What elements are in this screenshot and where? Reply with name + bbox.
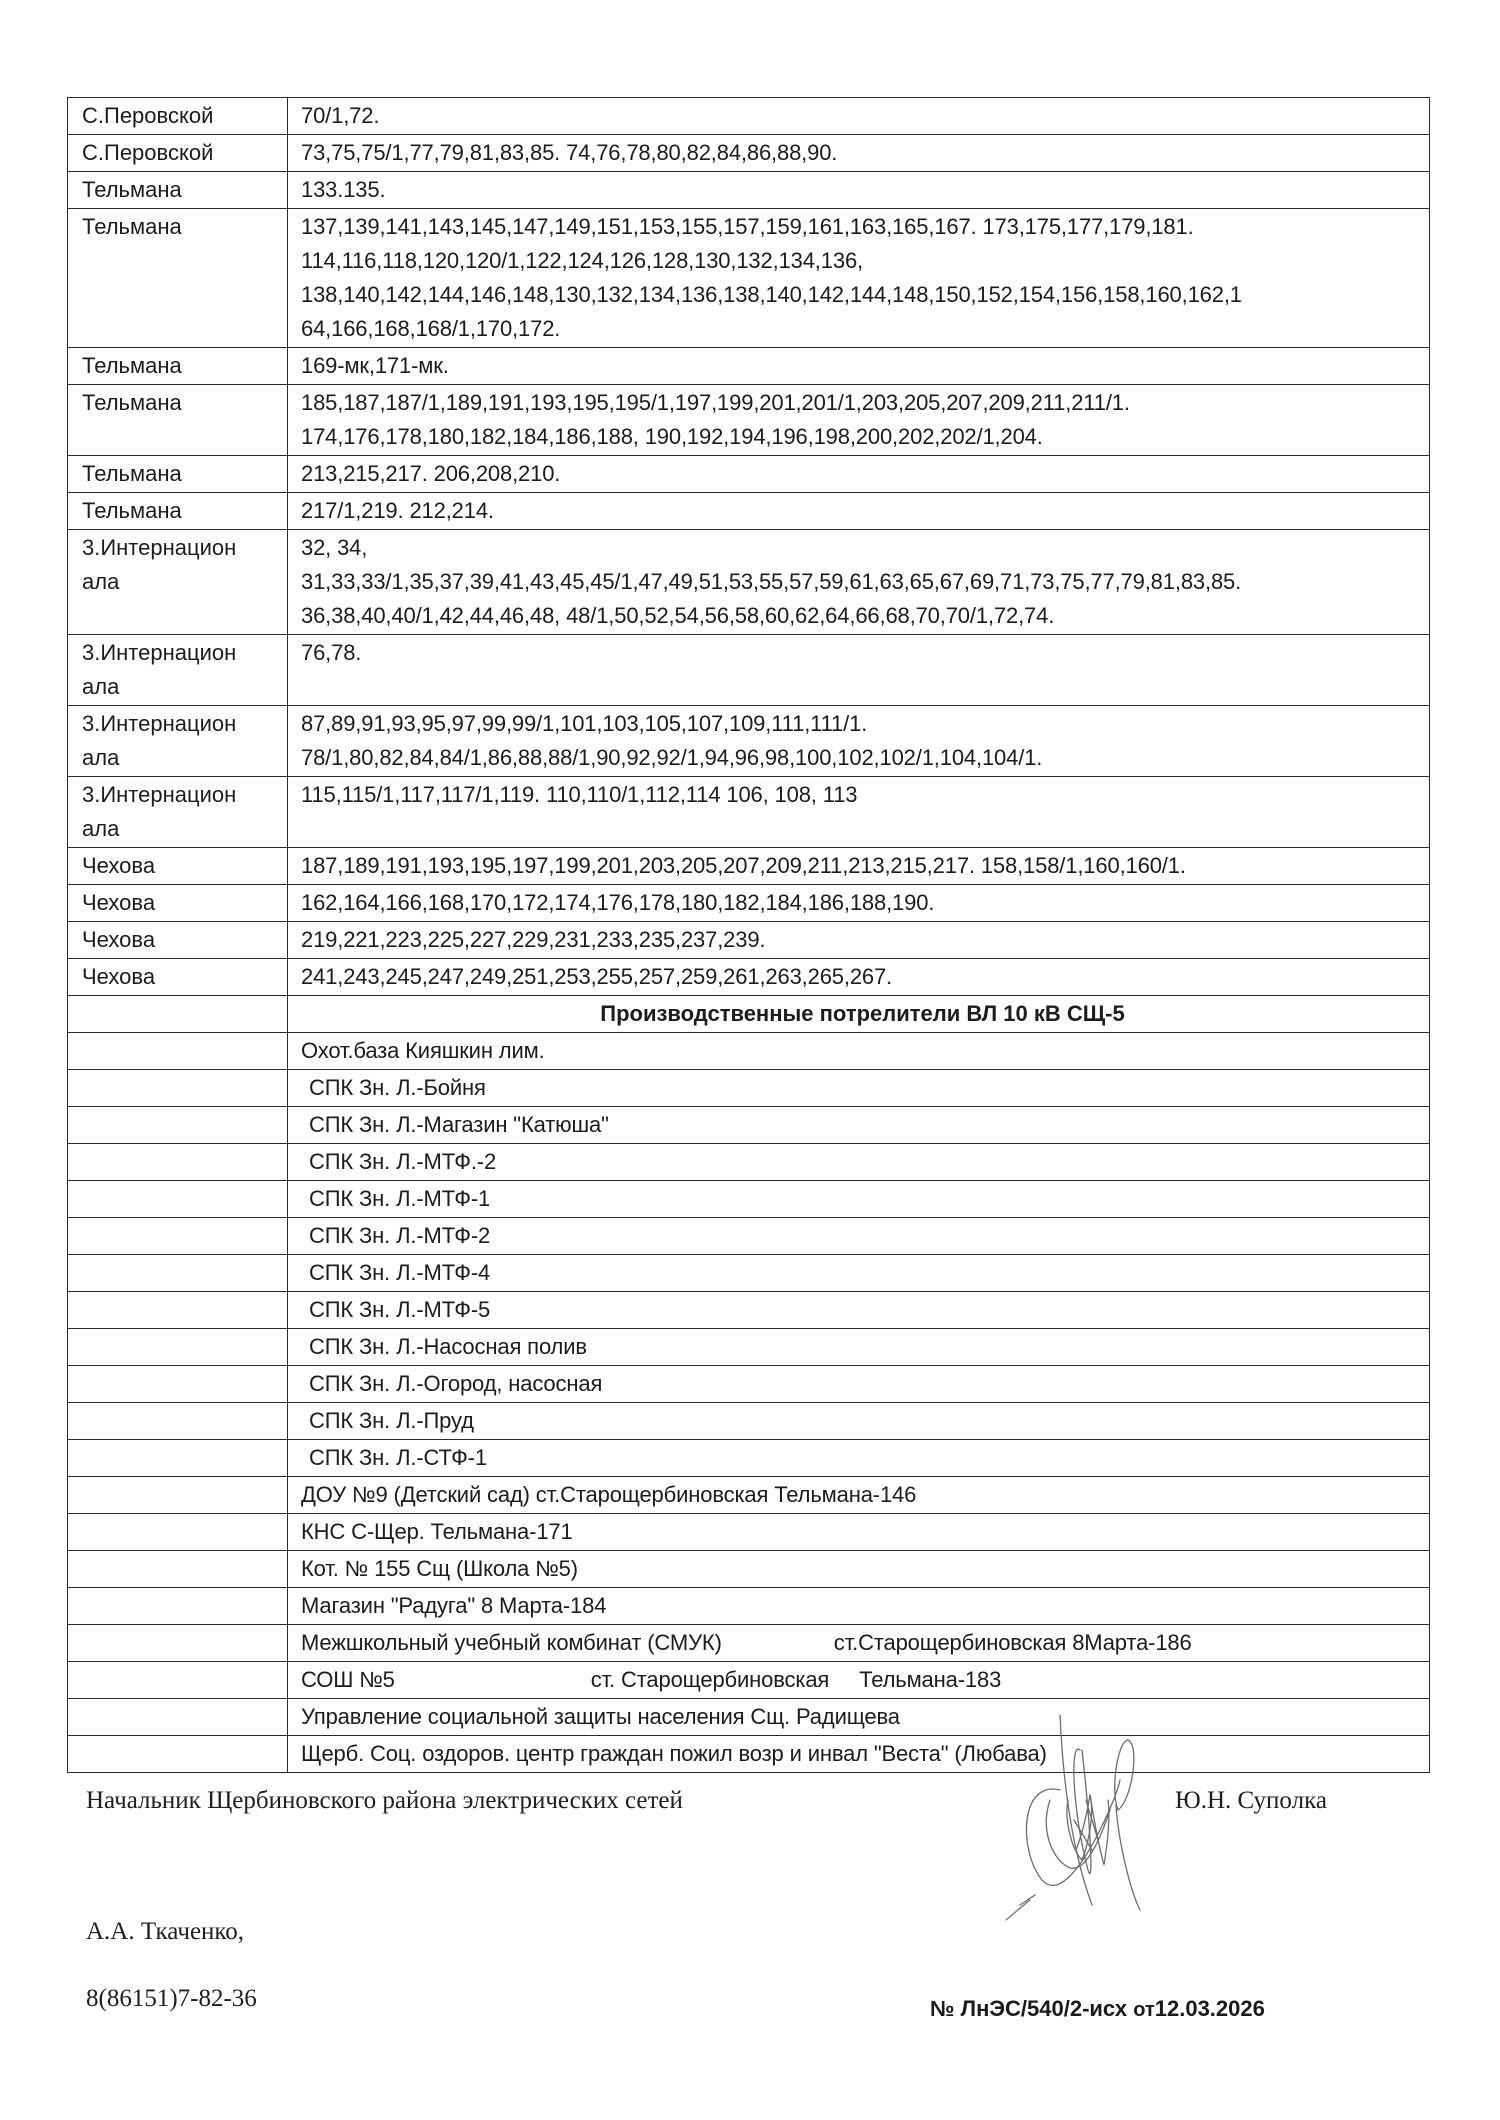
house-numbers-cell bbox=[288, 135, 1430, 172]
street-cell bbox=[68, 209, 288, 348]
street-cell bbox=[68, 172, 288, 209]
house-numbers-line: 138,140,142,144,146,148,130,132,134,136,138,140,142,144,148,150,152,154,156,158,160,162,1 bbox=[301, 282, 1242, 307]
table-row bbox=[68, 885, 1430, 922]
empty-cell bbox=[68, 1736, 288, 1773]
table-row bbox=[68, 848, 1430, 885]
street-cell bbox=[68, 493, 288, 530]
house-numbers-line: 36,38,40,40/1,42,44,46,48, 48/1,50,52,54,56,58,60,62,64,66,68,70,70/1,72,74. bbox=[301, 603, 1055, 628]
house-numbers-line: 115,115/1,117,117/1,119. 110,110/1,112,114 106, 108, 113 bbox=[301, 782, 858, 807]
street-name-line: ала bbox=[82, 816, 120, 841]
street-name-line: 3.Интернацион bbox=[82, 535, 237, 560]
consumer-name-cell bbox=[288, 1403, 1430, 1440]
consumer-name: ДОУ №9 (Детский сад) ст.Старощербиновская Тельмана-146 bbox=[301, 1482, 917, 1507]
empty-cell bbox=[68, 1181, 288, 1218]
table-row bbox=[68, 777, 1430, 848]
empty-cell bbox=[68, 1403, 288, 1440]
consumer-name-cell bbox=[288, 1662, 1430, 1699]
consumer-name: Магазин "Радуга" 8 Марта-184 bbox=[301, 1593, 607, 1618]
consumer-name-cell bbox=[288, 1070, 1430, 1107]
consumer-name-cell bbox=[288, 1033, 1430, 1070]
consumer-name: Щерб. Соц. оздоров. центр граждан пожил возр и инвал "Веста" (Любава) bbox=[301, 1741, 1047, 1766]
street-cell bbox=[68, 635, 288, 706]
empty-cell bbox=[68, 1329, 288, 1366]
consumer-name-cell bbox=[288, 1440, 1430, 1477]
consumer-name-cell bbox=[288, 1477, 1430, 1514]
street-cell bbox=[68, 98, 288, 135]
executor-phone: 8(86151)7-82-36 bbox=[86, 1985, 257, 2012]
street-name: Чехова bbox=[82, 964, 156, 989]
house-numbers-line: 162,164,166,168,170,172,174,176,178,180,182,184,186,188,190. bbox=[301, 890, 935, 915]
consumer-row bbox=[68, 1144, 1430, 1181]
consumer-name-part: ст. Старощербиновская bbox=[590, 1667, 830, 1692]
consumer-name: СПК Зн. Л.-Бойня bbox=[309, 1075, 486, 1100]
consumer-name: КНС С-Щер. Тельмана-171 bbox=[301, 1519, 573, 1544]
house-numbers-line: 114,116,118,120,120/1,122,124,126,128,130,132,134,136, bbox=[301, 248, 863, 273]
street-cell bbox=[68, 706, 288, 777]
position-title: Начальник Щербиновского района электрических сетей bbox=[86, 1787, 683, 1814]
section-header-row bbox=[68, 996, 1430, 1033]
consumer-name: СПК Зн. Л.-МТФ-2 bbox=[309, 1223, 491, 1248]
consumer-name: СПК Зн. Л.-Огород, насосная bbox=[309, 1371, 603, 1396]
street-cell bbox=[68, 848, 288, 885]
house-numbers-cell bbox=[288, 98, 1430, 135]
consumer-name-part: Тельмана-183 bbox=[859, 1667, 1002, 1692]
house-numbers-cell bbox=[288, 456, 1430, 493]
house-numbers-line: 185,187,187/1,189,191,193,195,195/1,197,199,201,201/1,203,205,207,209,211,211/1. bbox=[301, 390, 1130, 415]
section-header: Производственные потрелители ВЛ 10 кВ СЩ-5 bbox=[288, 996, 1430, 1033]
consumer-name-cell bbox=[288, 1329, 1430, 1366]
empty-cell bbox=[68, 1514, 288, 1551]
empty-cell bbox=[68, 1070, 288, 1107]
consumer-row bbox=[68, 1699, 1430, 1736]
house-numbers-line: 73,75,75/1,77,79,81,83,85. 74,76,78,80,82,84,86,88,90. bbox=[301, 140, 838, 165]
signature-icon bbox=[990, 1700, 1190, 1940]
consumer-name: СПК Зн. Л.-Насосная полив bbox=[309, 1334, 587, 1359]
house-numbers-line: 174,176,178,180,182,184,186,188, 190,192,194,196,198,200,202,202/1,204. bbox=[301, 424, 1043, 449]
consumer-row bbox=[68, 1403, 1430, 1440]
consumer-name bbox=[301, 1663, 1423, 1697]
table-row bbox=[68, 348, 1430, 385]
street-name: С.Перовской bbox=[82, 140, 214, 165]
house-numbers-line: 187,189,191,193,195,197,199,201,203,205,207,209,211,213,215,217. 158,158/1,160,160/1. bbox=[301, 853, 1186, 878]
house-numbers-cell bbox=[288, 706, 1430, 777]
street-name: Чехова bbox=[82, 890, 156, 915]
street-cell bbox=[68, 885, 288, 922]
street-name: Тельмана bbox=[82, 177, 182, 202]
house-numbers-cell bbox=[288, 922, 1430, 959]
street-cell bbox=[68, 959, 288, 996]
empty-cell bbox=[68, 1255, 288, 1292]
house-numbers-line: 217/1,219. 212,214. bbox=[301, 498, 494, 523]
house-numbers-line: 87,89,91,93,95,97,99,99/1,101,103,105,107,109,111,111/1. bbox=[301, 711, 868, 736]
house-numbers-cell bbox=[288, 348, 1430, 385]
table-row bbox=[68, 530, 1430, 635]
consumer-name: СПК Зн. Л.-Пруд bbox=[309, 1408, 474, 1433]
consumer-row bbox=[68, 1218, 1430, 1255]
street-name-line: 3.Интернацион bbox=[82, 782, 237, 807]
street-name: Тельмана bbox=[82, 353, 182, 378]
empty-cell bbox=[68, 1699, 288, 1736]
consumer-name-cell bbox=[288, 1107, 1430, 1144]
table-row bbox=[68, 959, 1430, 996]
street-name: Тельмана bbox=[82, 214, 182, 239]
street-name: С.Перовской bbox=[82, 103, 214, 128]
house-numbers-line: 219,221,223,225,227,229,231,233,235,237,239. bbox=[301, 927, 766, 952]
empty-cell bbox=[68, 996, 288, 1033]
empty-cell bbox=[68, 1588, 288, 1625]
consumer-name-part: Межшкольный учебный комбинат (СМУК) bbox=[301, 1630, 722, 1655]
consumer-name-part: ст.Старощербиновская 8Марта-186 bbox=[833, 1630, 1192, 1655]
house-numbers-cell bbox=[288, 530, 1430, 635]
document-date: 12.03.2026 bbox=[1154, 1996, 1265, 2021]
consumer-row bbox=[68, 1033, 1430, 1070]
consumer-name: СПК Зн. Л.-МТФ-5 bbox=[309, 1297, 491, 1322]
street-cell bbox=[68, 456, 288, 493]
consumer-name: СПК Зн. Л.-Магазин "Катюша" bbox=[309, 1112, 609, 1137]
street-cell bbox=[68, 777, 288, 848]
street-name-line: ала bbox=[82, 674, 120, 699]
empty-cell bbox=[68, 1477, 288, 1514]
house-numbers-line: 31,33,33/1,35,37,39,41,43,45,45/1,47,49,51,53,55,57,59,61,63,65,67,69,71,73,75,77,79,81,83,85. bbox=[301, 569, 1242, 594]
table-row bbox=[68, 706, 1430, 777]
signatory-name: Ю.Н. Суполка bbox=[1175, 1787, 1327, 1814]
street-name: Тельмана bbox=[82, 390, 182, 415]
addresses-table bbox=[67, 97, 1430, 1773]
house-numbers-cell bbox=[288, 959, 1430, 996]
empty-cell bbox=[68, 1033, 288, 1070]
house-numbers-cell bbox=[288, 172, 1430, 209]
consumer-row bbox=[68, 1625, 1430, 1662]
consumer-name-cell bbox=[288, 1588, 1430, 1625]
table-row bbox=[68, 635, 1430, 706]
consumer-name-cell bbox=[288, 1144, 1430, 1181]
street-cell bbox=[68, 348, 288, 385]
consumer-row bbox=[68, 1440, 1430, 1477]
consumer-row bbox=[68, 1107, 1430, 1144]
house-numbers-cell bbox=[288, 493, 1430, 530]
consumer-name-cell bbox=[288, 1181, 1430, 1218]
consumer-row bbox=[68, 1181, 1430, 1218]
addresses-table-body bbox=[68, 98, 1430, 1773]
consumer-row bbox=[68, 1514, 1430, 1551]
consumer-row bbox=[68, 1477, 1430, 1514]
consumer-name-cell bbox=[288, 1736, 1430, 1773]
consumer-name: Управление социальной защиты населения Сщ. Радищева bbox=[301, 1704, 900, 1729]
empty-cell bbox=[68, 1662, 288, 1699]
document-number-value: № ЛнЭС/540/2-исх bbox=[930, 1996, 1128, 2021]
consumer-name-part: СОШ №5 bbox=[301, 1667, 395, 1692]
street-name: Тельмана bbox=[82, 498, 182, 523]
house-numbers-cell bbox=[288, 885, 1430, 922]
consumer-name-cell bbox=[288, 1255, 1430, 1292]
consumer-row bbox=[68, 1662, 1430, 1699]
consumer-name bbox=[301, 1626, 1423, 1660]
executor-name: А.А. Ткаченко, bbox=[86, 1918, 245, 1945]
empty-cell bbox=[68, 1292, 288, 1329]
consumer-name-cell bbox=[288, 1366, 1430, 1403]
house-numbers-line: 76,78. bbox=[301, 640, 362, 665]
consumer-row bbox=[68, 1551, 1430, 1588]
street-name-line: 3.Интернацион bbox=[82, 711, 237, 736]
street-name-line: ала bbox=[82, 569, 120, 594]
empty-cell bbox=[68, 1625, 288, 1662]
house-numbers-cell bbox=[288, 209, 1430, 348]
table-row bbox=[68, 922, 1430, 959]
empty-cell bbox=[68, 1144, 288, 1181]
consumer-name-cell bbox=[288, 1514, 1430, 1551]
table-row bbox=[68, 456, 1430, 493]
consumer-name: СПК Зн. Л.-МТФ.-2 bbox=[309, 1149, 497, 1174]
consumer-row bbox=[68, 1292, 1430, 1329]
house-numbers-line: 169-мк,171-мк. bbox=[301, 353, 449, 378]
consumer-name-cell bbox=[288, 1218, 1430, 1255]
house-numbers-line: 213,215,217. 206,208,210. bbox=[301, 461, 561, 486]
empty-cell bbox=[68, 1107, 288, 1144]
empty-cell bbox=[68, 1366, 288, 1403]
consumer-name-cell bbox=[288, 1699, 1430, 1736]
street-name: Чехова bbox=[82, 927, 156, 952]
table-row bbox=[68, 385, 1430, 456]
street-name-line: 3.Интернацион bbox=[82, 640, 237, 665]
street-cell bbox=[68, 135, 288, 172]
table-row bbox=[68, 135, 1430, 172]
consumer-row bbox=[68, 1366, 1430, 1403]
consumer-name: СПК Зн. Л.-СТФ-1 bbox=[309, 1445, 487, 1470]
document-date-prefix: от bbox=[1133, 1999, 1155, 2021]
consumer-name: Охот.база Кияшкин лим. bbox=[301, 1038, 545, 1063]
house-numbers-cell bbox=[288, 777, 1430, 848]
consumer-name: СПК Зн. Л.-МТФ-1 bbox=[309, 1186, 491, 1211]
street-cell bbox=[68, 922, 288, 959]
house-numbers-line: 241,243,245,247,249,251,253,255,257,259,261,263,265,267. bbox=[301, 964, 893, 989]
consumer-name-cell bbox=[288, 1292, 1430, 1329]
consumer-name: СПК Зн. Л.-МТФ-4 bbox=[309, 1260, 491, 1285]
table-row bbox=[68, 172, 1430, 209]
street-name-line: ала bbox=[82, 745, 120, 770]
consumer-name: Кот. № 155 Сщ (Школа №5) bbox=[301, 1556, 578, 1581]
street-name: Чехова bbox=[82, 853, 156, 878]
house-numbers-line: 64,166,168,168/1,170,172. bbox=[301, 316, 561, 341]
table-row bbox=[68, 209, 1430, 348]
consumer-row bbox=[68, 1070, 1430, 1107]
house-numbers-line: 133.135. bbox=[301, 177, 386, 202]
empty-cell bbox=[68, 1440, 288, 1477]
empty-cell bbox=[68, 1551, 288, 1588]
document-number bbox=[930, 1996, 1265, 2022]
consumer-row bbox=[68, 1329, 1430, 1366]
consumer-name-cell bbox=[288, 1625, 1430, 1662]
table-row bbox=[68, 98, 1430, 135]
house-numbers-cell bbox=[288, 635, 1430, 706]
consumer-row bbox=[68, 1588, 1430, 1625]
empty-cell bbox=[68, 1218, 288, 1255]
house-numbers-cell bbox=[288, 848, 1430, 885]
house-numbers-line: 137,139,141,143,145,147,149,151,153,155,157,159,161,163,165,167. 173,175,177,179,181. bbox=[301, 214, 1194, 239]
consumer-name-cell bbox=[288, 1551, 1430, 1588]
house-numbers-line: 70/1,72. bbox=[301, 103, 380, 128]
house-numbers-line: 32, 34, bbox=[301, 535, 368, 560]
street-cell bbox=[68, 530, 288, 635]
house-numbers-line: 78/1,80,82,84,84/1,86,88,88/1,90,92,92/1,94,96,98,100,102,102/1,104,104/1. bbox=[301, 745, 1043, 770]
house-numbers-cell bbox=[288, 385, 1430, 456]
street-name: Тельмана bbox=[82, 461, 182, 486]
consumer-row bbox=[68, 1736, 1430, 1773]
street-cell bbox=[68, 385, 288, 456]
consumer-row bbox=[68, 1255, 1430, 1292]
table-row bbox=[68, 493, 1430, 530]
